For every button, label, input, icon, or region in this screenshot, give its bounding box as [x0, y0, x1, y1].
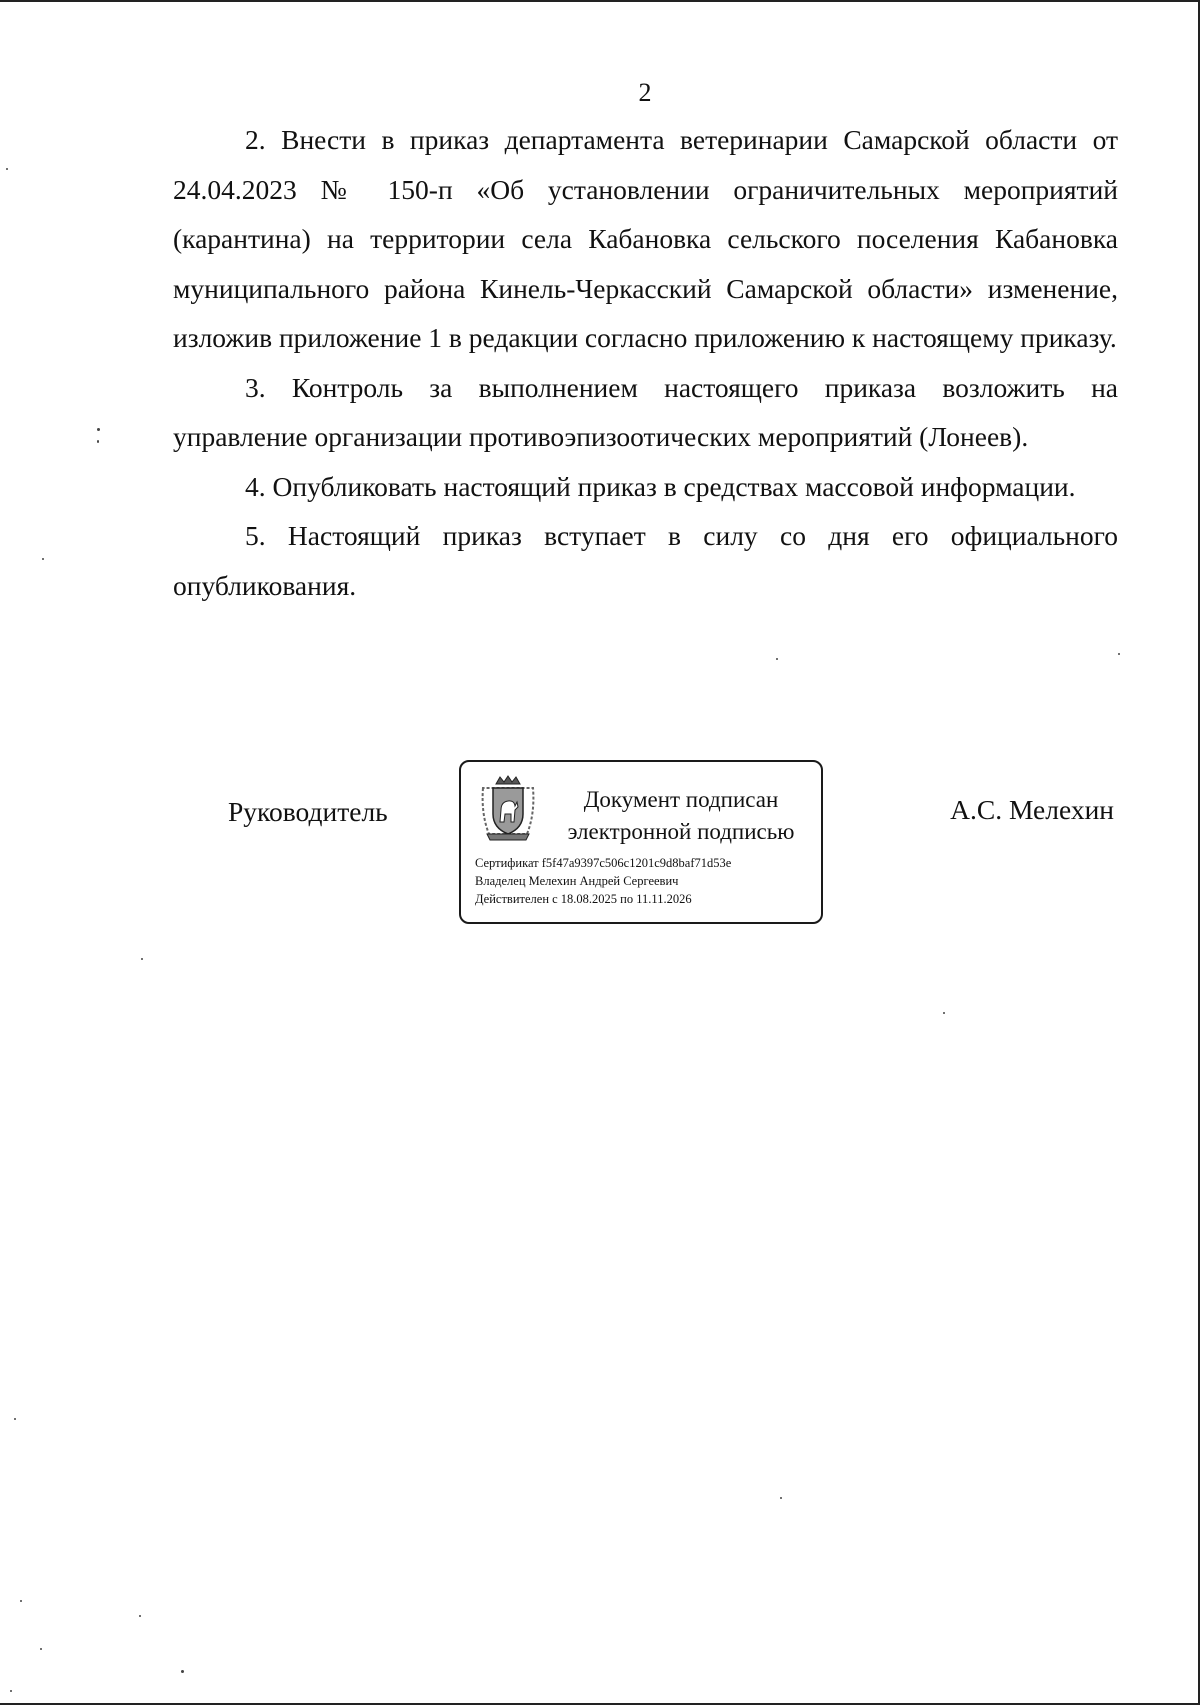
stamp-title-line-1: Документ подписан	[583, 787, 779, 812]
paragraph-2: 2. Внести в приказ департамента ветеринарии Самарской области от 24.04.2023 № 150-п «Об установлении ограничительных мероприятий (карантина) на территории села Кабановка сельского поселения Кабановка муниципального района Кинель-Черкасский Самарской области» изменение, изложив приложение 1 в редакции согласно приложению к настоящему приказу.	[173, 124, 1118, 353]
stamp-title	[556, 784, 806, 848]
coat-of-arms-icon	[479, 774, 537, 842]
signer-name: А.С. Мелехин	[950, 794, 1114, 825]
certificate-number: Сертификат f5f47a9397c506c1201c9d8baf71d53e	[475, 856, 732, 870]
scan-speck	[943, 1012, 945, 1014]
scan-speck	[1118, 653, 1120, 655]
scan-speck	[139, 1615, 141, 1617]
scan-speck	[14, 1418, 16, 1420]
document-body	[173, 115, 1118, 610]
scan-speck	[97, 440, 99, 443]
scan-speck	[776, 658, 778, 660]
certificate-owner: Владелец Мелехин Андрей Сергеевич	[475, 874, 679, 888]
page-border-top	[0, 0, 1200, 2]
scan-speck	[42, 558, 44, 560]
paragraph-5: 5. Настоящий приказ вступает в силу со дня его официального опубликования.	[173, 520, 1118, 601]
scan-speck	[20, 1600, 22, 1602]
paragraph-4: 4. Опубликовать настоящий приказ в средствах массовой информации.	[245, 470, 1076, 502]
electronic-signature-stamp	[459, 760, 823, 924]
signer-position: Руководитель	[228, 796, 388, 827]
scan-speck	[780, 1497, 782, 1499]
scan-speck	[40, 1648, 42, 1650]
scan-speck	[6, 168, 8, 170]
signature-block	[0, 760, 1200, 930]
scan-speck	[97, 428, 100, 431]
stamp-title-line-2: электронной подписью	[567, 819, 795, 844]
page-number: 2	[638, 78, 652, 107]
scan-speck	[10, 1690, 12, 1692]
certificate-validity: Действителен с 18.08.2025 по 11.11.2026	[475, 892, 692, 906]
scan-speck	[181, 1670, 184, 1673]
stamp-details	[475, 854, 815, 908]
paragraph-3: 3. Контроль за выполнением настоящего приказа возложить на управление организации противоэпизоотических мероприятий (Лонеев).	[173, 371, 1118, 452]
scan-speck	[141, 958, 143, 960]
